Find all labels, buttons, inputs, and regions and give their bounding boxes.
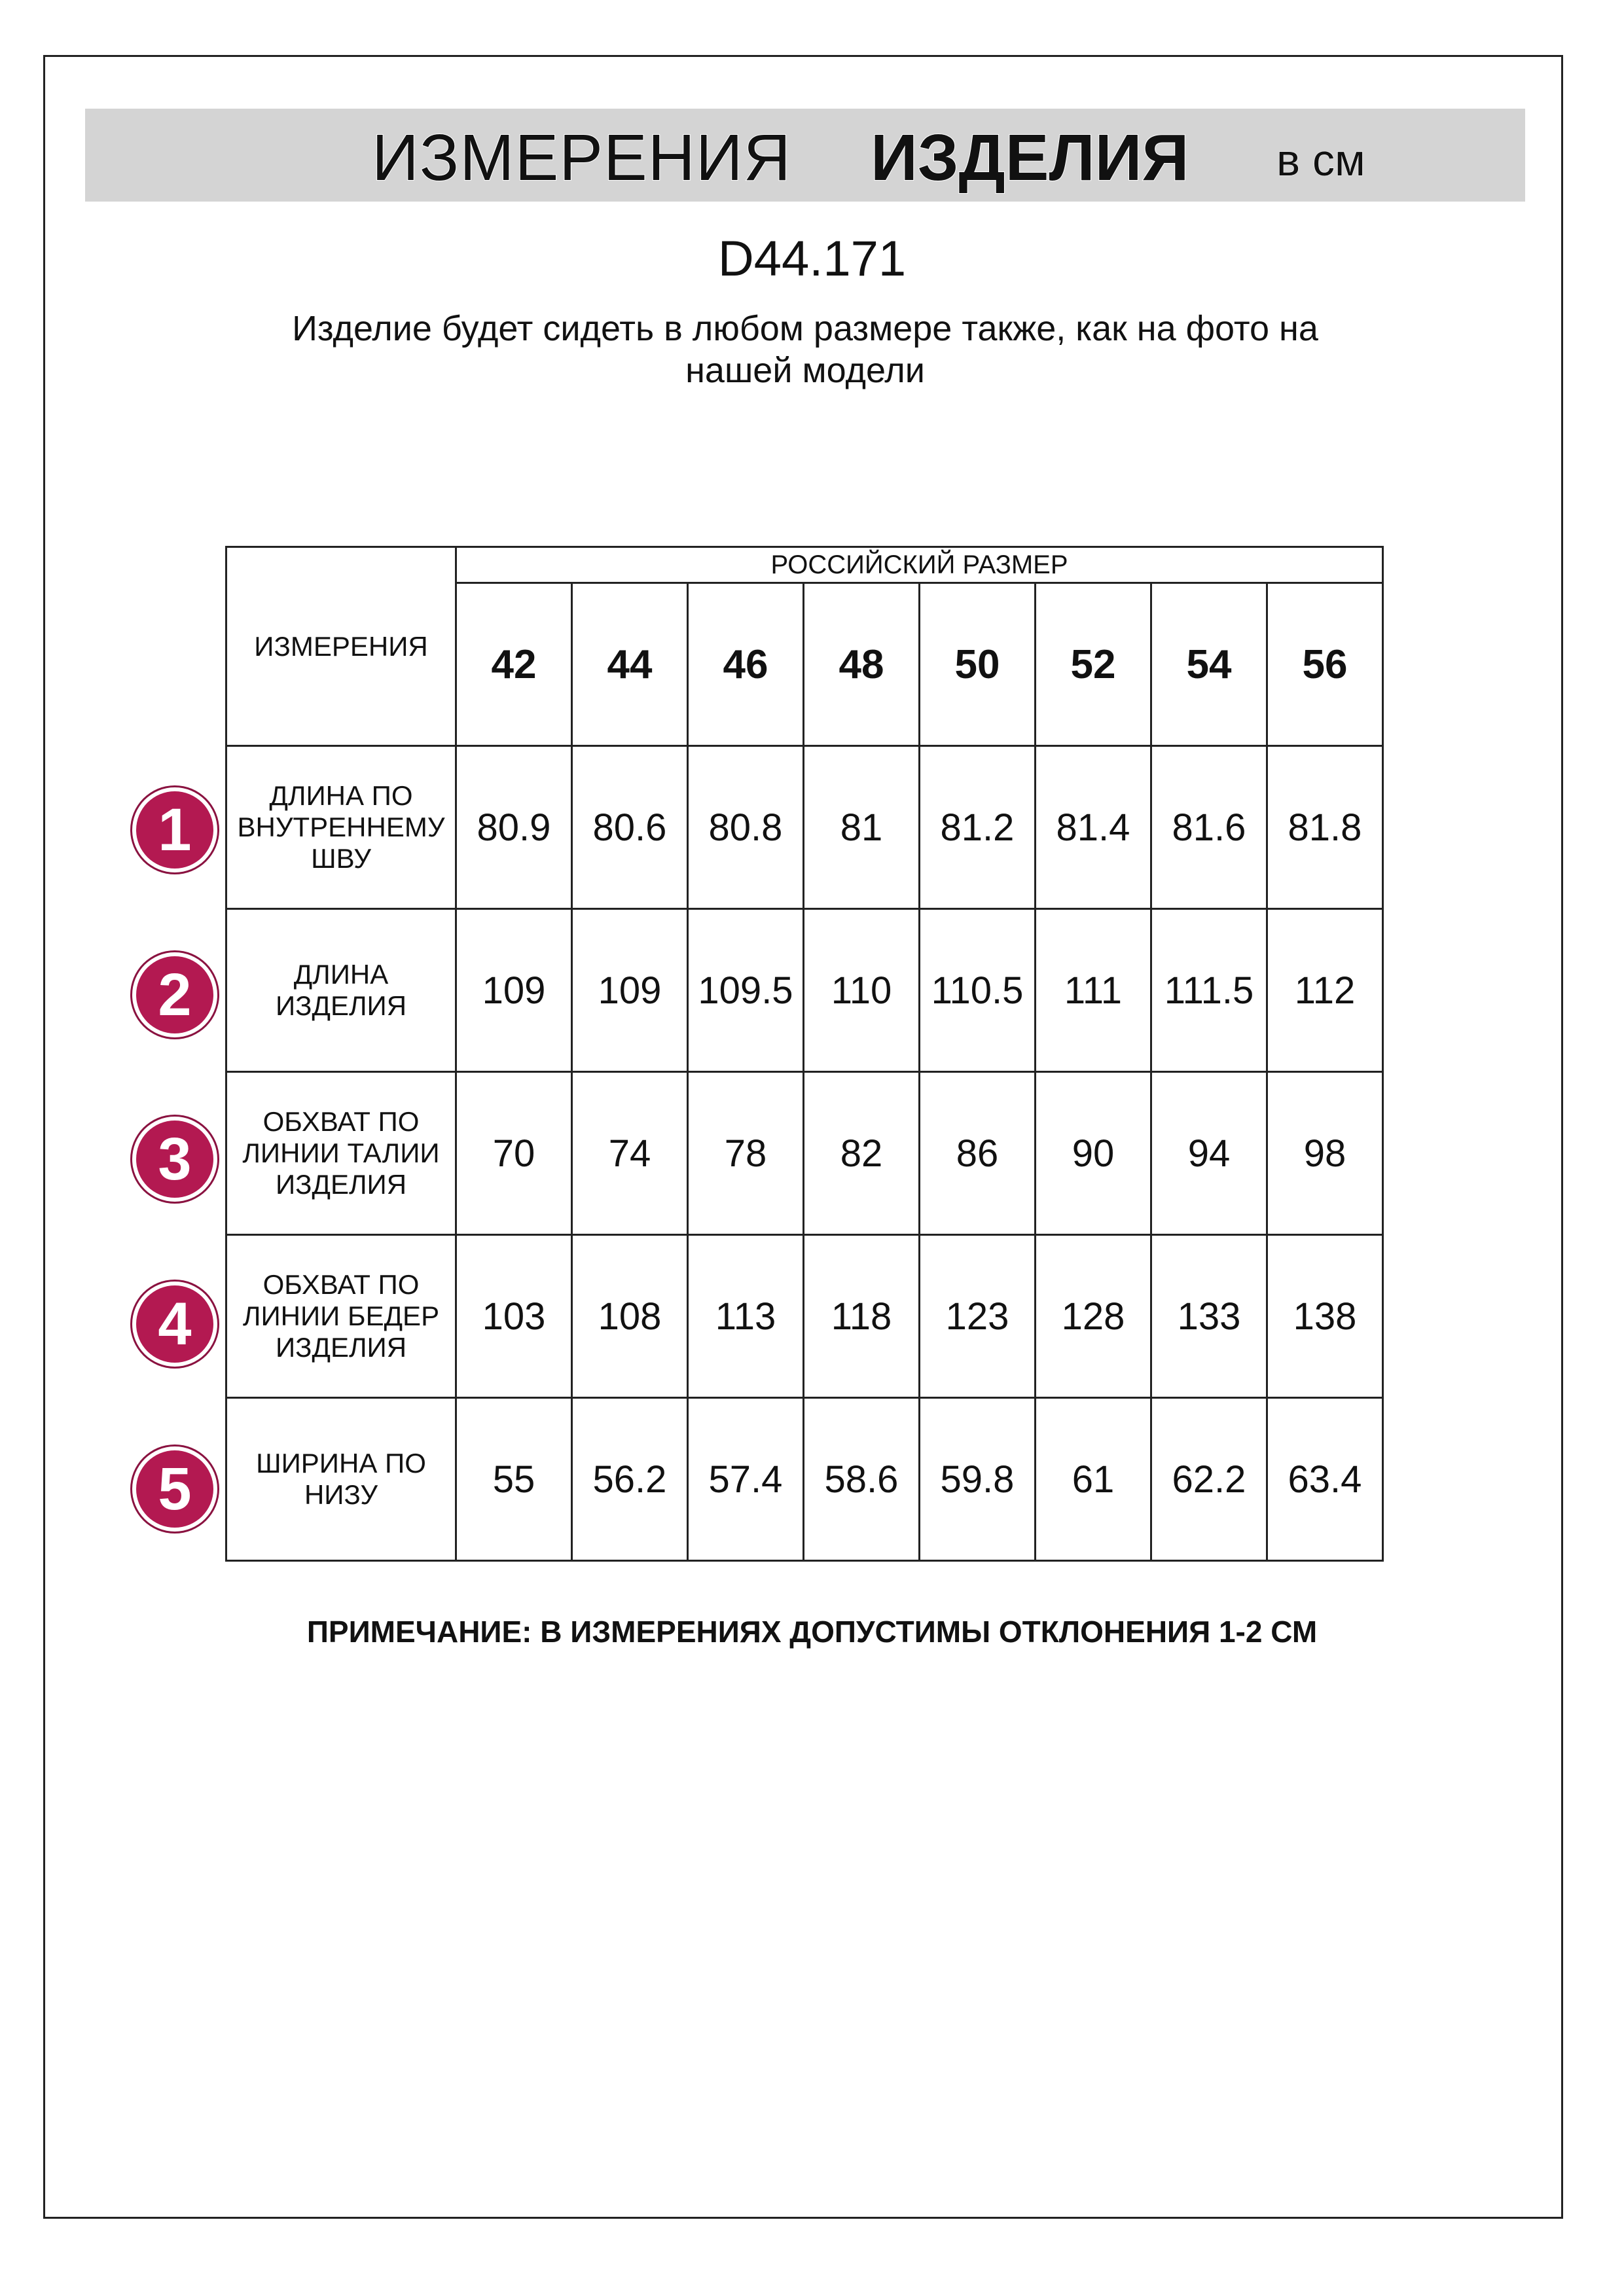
table-row (226, 1398, 1383, 1561)
size-header: 56 (1267, 583, 1383, 746)
table-cell: 80.8 (688, 746, 804, 909)
table-cell: 110.5 (920, 909, 1036, 1072)
row-label-line: ДЛИНА ПО (269, 780, 413, 811)
fit-note (249, 308, 1362, 391)
title-banner (85, 109, 1525, 202)
row-label-line: НИЗУ (304, 1479, 378, 1510)
table-cell: 103 (456, 1235, 572, 1398)
table-cell: 94 (1151, 1072, 1267, 1235)
table-cell: 111.5 (1151, 909, 1267, 1072)
table-cell: 80.6 (572, 746, 688, 909)
table-cell: 86 (920, 1072, 1036, 1235)
size-header: 48 (804, 583, 920, 746)
title-product: ИЗДЕЛИЯ (871, 121, 1189, 194)
table-cell: 109.5 (688, 909, 804, 1072)
table-cell: 56.2 (572, 1398, 688, 1561)
table-cell: 108 (572, 1235, 688, 1398)
row-number-badge-2: 2 (136, 956, 213, 1033)
row-label (226, 1072, 456, 1235)
table-cell: 61 (1036, 1398, 1151, 1561)
row-label (226, 1235, 456, 1398)
tolerance-note: ПРИМЕЧАНИЕ: В ИЗМЕРЕНИЯХ ДОПУСТИМЫ ОТКЛОНЕНИЯ 1-2 СМ (306, 1615, 1318, 1649)
table-cell: 138 (1267, 1235, 1383, 1398)
table-cell: 59.8 (920, 1398, 1036, 1561)
row-label-line: ВНУТРЕННЕМУ (237, 812, 445, 842)
row-label-line: ОБХВАТ ПО (262, 1106, 420, 1137)
table-row (226, 1072, 1383, 1235)
table-cell: 90 (1036, 1072, 1151, 1235)
row-label (226, 1398, 456, 1561)
size-header: 46 (688, 583, 804, 746)
title-unit: в см (1276, 135, 1365, 185)
table-cell: 128 (1036, 1235, 1151, 1398)
table-cell: 81.8 (1267, 746, 1383, 909)
table-cell: 82 (804, 1072, 920, 1235)
table-cell: 133 (1151, 1235, 1267, 1398)
table-cell: 62.2 (1151, 1398, 1267, 1561)
size-table (225, 546, 1384, 1562)
table-cell: 74 (572, 1072, 688, 1235)
row-label-line: ЛИНИИ ТАЛИИ (242, 1138, 440, 1168)
size-header: 44 (572, 583, 688, 746)
measurements-header: ИЗМЕРЕНИЯ (226, 547, 456, 746)
fit-note-line-2: нашей модели (685, 351, 925, 390)
row-label-line: ИЗДЕЛИЯ (275, 990, 407, 1021)
row-label-line: ШИРИНА ПО (256, 1448, 426, 1479)
table-cell: 118 (804, 1235, 920, 1398)
table-cell: 111 (1036, 909, 1151, 1072)
table-cell: 58.6 (804, 1398, 920, 1561)
fit-note-line-1: Изделие будет сидеть в любом размере также, как на фото на (292, 309, 1318, 348)
row-label-line: ИЗДЕЛИЯ (275, 1332, 407, 1363)
row-number-badge-3: 3 (136, 1121, 213, 1198)
table-cell: 57.4 (688, 1398, 804, 1561)
row-number-badge-5: 5 (136, 1450, 213, 1528)
table-row (226, 909, 1383, 1072)
table-cell: 55 (456, 1398, 572, 1561)
row-label-line: ЛИНИИ БЕДЕР (242, 1300, 440, 1331)
table-cell: 63.4 (1267, 1398, 1383, 1561)
table-cell: 81.4 (1036, 746, 1151, 909)
size-header: 50 (920, 583, 1036, 746)
table-cell: 81.6 (1151, 746, 1267, 909)
article-number: D44.171 (717, 231, 907, 287)
table-row (226, 746, 1383, 909)
table-cell: 81 (804, 746, 920, 909)
table-cell: 81.2 (920, 746, 1036, 909)
title-measurements: ИЗМЕРЕНИЯ (372, 121, 791, 194)
table-cell: 98 (1267, 1072, 1383, 1235)
row-label-line: ИЗДЕЛИЯ (275, 1169, 407, 1200)
size-header: 52 (1036, 583, 1151, 746)
size-header: 54 (1151, 583, 1267, 746)
table-cell: 112 (1267, 909, 1383, 1072)
table-cell: 78 (688, 1072, 804, 1235)
table-cell: 109 (456, 909, 572, 1072)
row-label-line: ШВУ (311, 843, 371, 874)
table-cell: 110 (804, 909, 920, 1072)
table-cell: 123 (920, 1235, 1036, 1398)
row-label-line: ОБХВАТ ПО (262, 1269, 420, 1300)
row-number-badge-4: 4 (136, 1285, 213, 1363)
row-label (226, 909, 456, 1072)
table-row (226, 1235, 1383, 1398)
table-cell: 80.9 (456, 746, 572, 909)
russian-size-header: РОССИЙСКИЙ РАЗМЕР (456, 547, 1383, 583)
row-number-badge-1: 1 (136, 791, 213, 869)
table-cell: 109 (572, 909, 688, 1072)
table-cell: 70 (456, 1072, 572, 1235)
table-cell: 113 (688, 1235, 804, 1398)
row-label-line: ДЛИНА (293, 959, 389, 990)
size-header: 42 (456, 583, 572, 746)
row-label (226, 746, 456, 909)
